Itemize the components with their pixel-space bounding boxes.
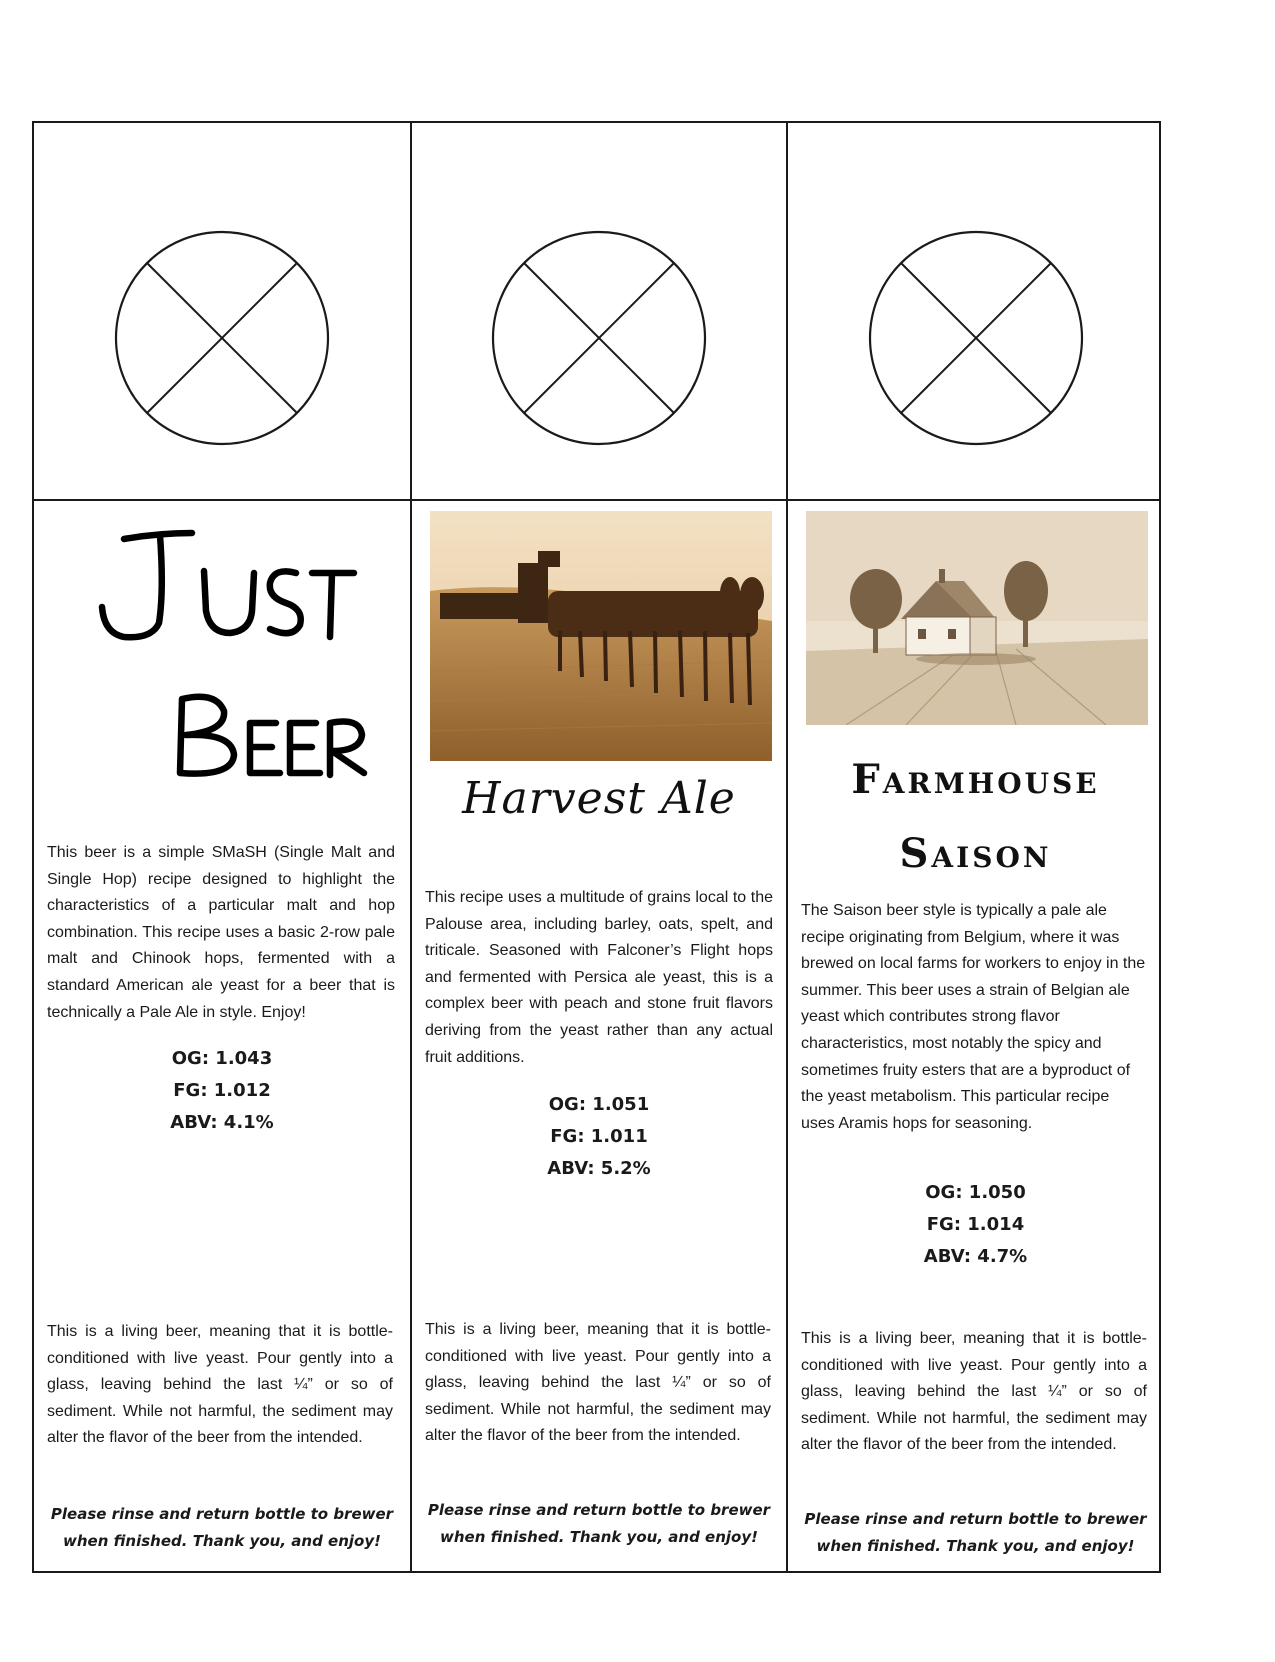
- beer-description: The Saison beer style is typically a pale ale recipe originating from Belgium, where it was brewed on local farms for workers to enjoy in the summer. This beer uses a strain of Belgian ale yeast which contributes strong flavor characteristics, most notably the spicy and sometimes fruity esters that are a byproduct of the yeast metabolism. This particular recipe uses Aramis hops for seasoning.: [801, 902, 1146, 1132]
- horse-drawn-harvester-photo: [430, 511, 772, 761]
- label-sheet: [32, 121, 1161, 1573]
- handwritten-title-logo: [64, 511, 384, 801]
- beer-title: [788, 743, 1163, 891]
- return-note-line: when finished. Thank you, and enjoy!: [440, 1528, 758, 1546]
- beer-stats: [34, 1043, 410, 1139]
- beer-stats: [412, 1089, 786, 1185]
- label-panel: [412, 501, 786, 1571]
- og-value: OG: 1.043: [171, 1048, 273, 1069]
- beer-description: This beer is a simple SMaSH (Single Malt and Single Hop) recipe designed to highlight the characteristics of a particular malt and hop combination. This recipe uses a basic 2-row pale malt and Chinook hops, fermented with a standard American ale yeast for a beer that is technically a Pale Ale in style. Enjoy!: [47, 844, 395, 1021]
- beer-description: This recipe uses a multitude of grains local to the Palouse area, including barley, oats, spelt, and triticale. Seasoned with Falconer’s Flight hops and fermented with Persica ale yeast, this is a complex beer with peach and stone fruit flavors deriving from the yeast rather than any actual fruit additions.: [425, 889, 773, 1066]
- return-note: [412, 1497, 786, 1551]
- return-note-line: Please rinse and return bottle to brewer: [804, 1510, 1147, 1528]
- crossed-circle-icon: [107, 223, 337, 453]
- og-value: OG: 1.051: [548, 1094, 650, 1115]
- abv-value: ABV: 4.7%: [923, 1246, 1028, 1267]
- living-beer-note: This is a living beer, meaning that it is bottle-conditioned with live yeast. Pour gently into a glass, leaving behind the last ¼” or so of sediment. While not harmful, the sediment may alter the flavor of the beer from the intended.: [47, 1323, 393, 1447]
- fg-value: FG: 1.012: [173, 1080, 271, 1101]
- return-note-line: when finished. Thank you, and enjoy!: [63, 1532, 381, 1550]
- abv-value: ABV: 5.2%: [547, 1158, 651, 1179]
- living-beer-note: This is a living beer, meaning that it is bottle-conditioned with live yeast. Pour gently into a glass, leaving behind the last ¼” or so of sediment. While not harmful, the sediment may alter the flavor of the beer from the intended.: [425, 1321, 771, 1445]
- label-panel: [788, 501, 1163, 1571]
- return-note-line: Please rinse and return bottle to brewer: [427, 1501, 771, 1519]
- return-note-line: Please rinse and return bottle to brewer: [50, 1505, 394, 1523]
- abv-value: ABV: 4.1%: [170, 1112, 274, 1133]
- beer-stats: [788, 1177, 1163, 1273]
- fg-value: FG: 1.014: [926, 1214, 1025, 1235]
- label-farmhouse-saison: [786, 123, 1163, 1571]
- label-just-beer: [34, 123, 410, 1571]
- living-beer-note: This is a living beer, meaning that it is bottle-conditioned with live yeast. Pour gently into a glass, leaving behind the last ¼” or so of sediment. While not harmful, the sediment may alter the flavor of the beer from the intended.: [801, 1330, 1147, 1454]
- title-line: Saison: [899, 830, 1052, 877]
- crossed-circle-icon: [861, 223, 1091, 453]
- beer-title: [64, 511, 384, 801]
- og-value: OG: 1.050: [925, 1182, 1026, 1203]
- crossed-circle-icon: [484, 223, 714, 453]
- label-harvest-ale: [410, 123, 786, 1571]
- return-note: [34, 1501, 410, 1555]
- title-line: Farmhouse: [851, 756, 1100, 803]
- beer-title: Harvest Ale: [462, 773, 736, 824]
- return-note: [788, 1506, 1163, 1560]
- fg-value: FG: 1.011: [550, 1126, 648, 1147]
- farmhouse-sketch-photo: [806, 511, 1148, 725]
- label-panel: [34, 501, 410, 1571]
- return-note-line: when finished. Thank you, and enjoy!: [816, 1537, 1135, 1555]
